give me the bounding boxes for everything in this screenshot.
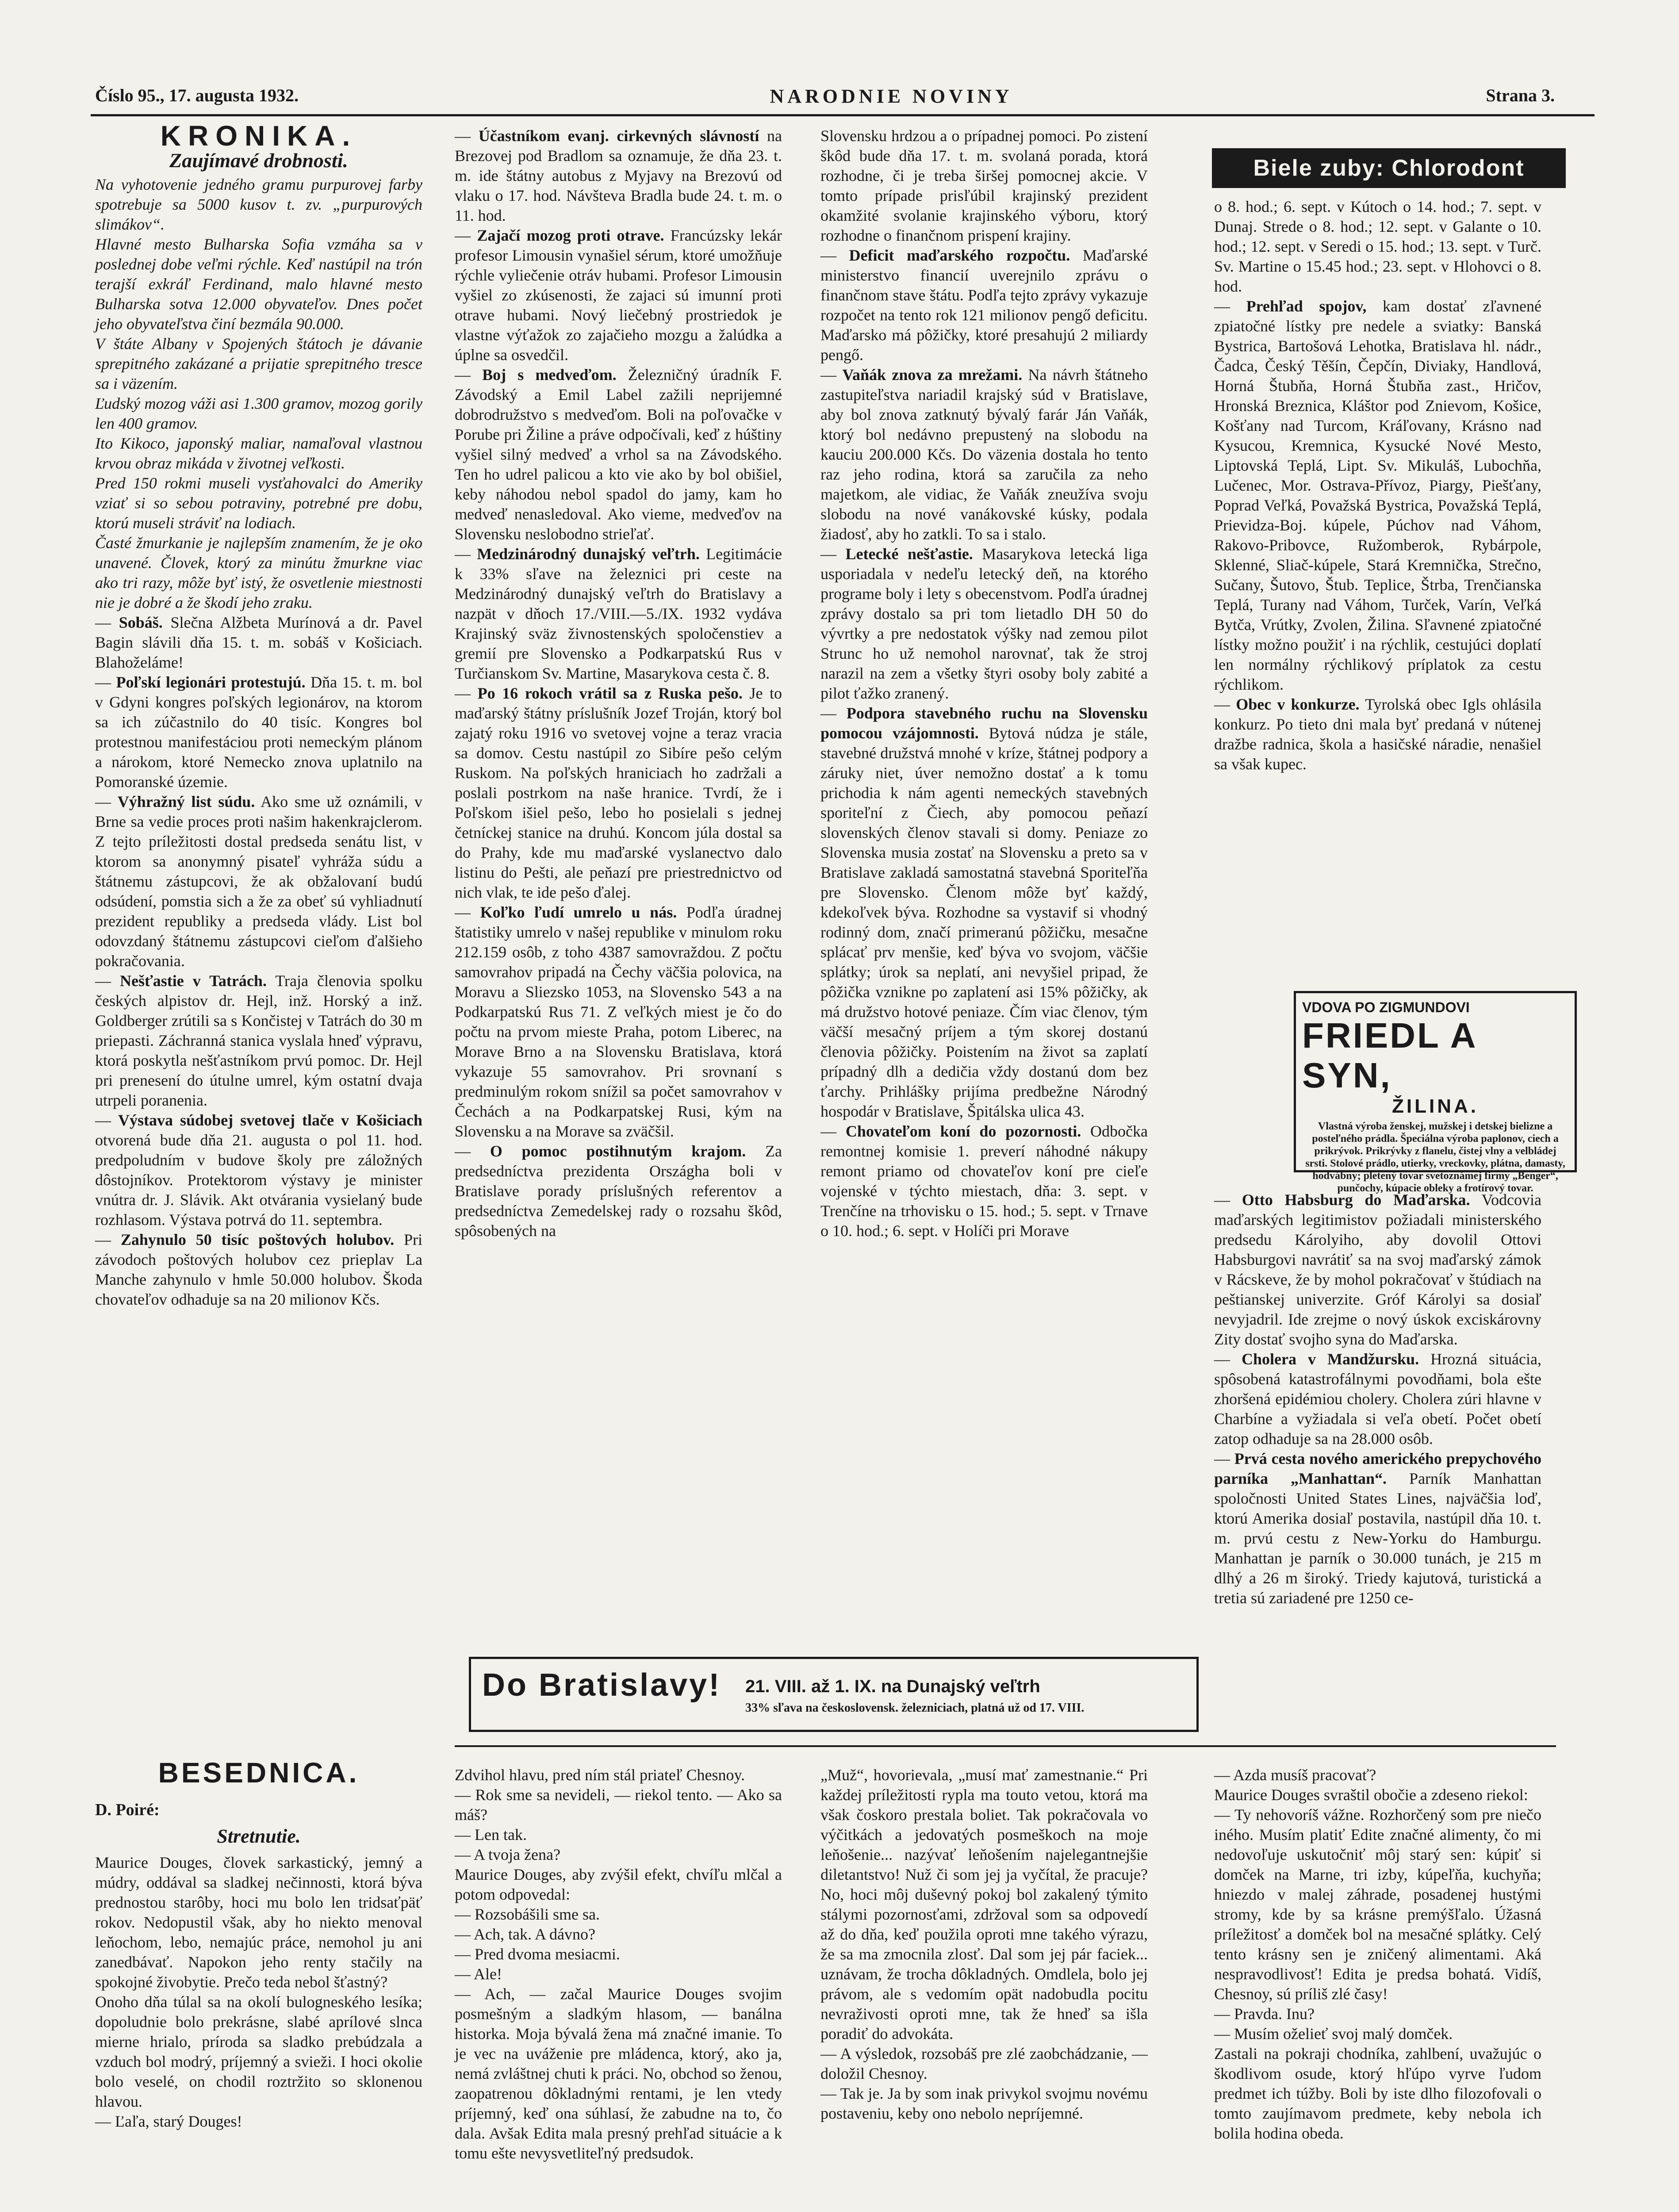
kronika-subtitle: Zaujímavé drobnosti.: [169, 149, 348, 172]
column-3: [820, 126, 1148, 1241]
friedl-ad: [1294, 991, 1577, 1194]
article: — Vaňák znova za mrežami. Na návrh štátneho zastupiteľstva nariadil krajský súd v Bratislave, aby bol znova zatknutý bývalý farár Ján Vaňák, ktorý bol nedávno prepustený na slobodu na kauciu 200.000 Kčs. Do väzenia dostala ho tento raz jeho rodina, ktorá sa zaručila za neho majetkom, ale vidiac, že Vaňák zneužíva svoju slobodu na nové vanákovské kúsky, podala žiadosť, aby ho zatkli. To sa i stalo.: [820, 366, 1148, 543]
newspaper-title: NARODNIE NOVINY: [770, 85, 1013, 107]
article: — Poľskí legionári protestujú. Dňa 15. t. m. bol v Gdyni kongres poľských legionárov, na ktorom sa ich zúčastnilo do 40 tisíc. Kongres bol protestnou manifestáciou proti nemeckým plánom a nárokom, ktoré Nemecko znova uplatnilo na Pomoranské územie.: [95, 673, 423, 791]
article: — Výhražný list súdu. Ako sme už oznámili, v Brne sa vedie proces proti našim hakenkrajclerom. Z tejto príležitosti dostal predseda senátu list, v ktorom sa anonymný pisateľ vyhráža súdu a štátnemu zástupcovi, že ak obžalovaní budú odsúdení, pomstia sich a že za obeť sú vyhliadnutí prezident republiky a predseda vlády. List bol odovzdaný štátnemu zástupcovi cieľom ďalšieho pokračovania.: [95, 793, 423, 970]
story-paragraph: — A tvoja žena?: [455, 1846, 560, 1863]
besednica-column-2: [455, 1765, 782, 2163]
friedl-name: FRIEDL A SYN,: [1302, 1016, 1476, 1095]
article: — Chovateľom koní do pozornosti. Odbočka remontnej komisie 1. preverí náhodné nákupy remont priamo od chovateľov koní pre cieľe vojenské v týchto miestach, dňa: 3. sept. v Trenčíne na trhovisku o 15. hod.; 5. sept. v Trnave o 10. hod.; 6. sept. v Holíči pri Morave: [820, 1122, 1148, 1240]
story-paragraph: — Azda musíš pracovať?: [1214, 1766, 1376, 1784]
article-continued: Slovensku hrdzou a o prípadnej pomoci. Po zistení škôd bude dňa 17. t. m. svolaná porada, ktorá rozhodne, či je treba širšej pomocnej akcie. V tomto prípade prisľúbil krajinský prezident okamžité svolanie krajinského výboru, ktorý rozhodne o finančnom prispení krajiny.: [820, 127, 1148, 244]
bratislava-ad-dates: 21. VIII. až 1. IX. na Dunajský veľtrh: [745, 1677, 1040, 1696]
section-divider: [455, 1745, 1556, 1747]
column-4: [1214, 197, 1541, 774]
story-paragraph: Onoho dňa túlal sa na okolí bulogneského lesíka; dopoludnie bolo prekrásne, slabé aprílové slnca mierne hrialo, príroda sa sladko prebúdzala a vzduch bol modrý, príjemný a svieži. I hoci okolie bolo veselé, on chodil roztržito so sklonenou hlavou.: [95, 1993, 422, 2110]
article: — Boj s medveďom. Železničný úradník F. Závodský a Emil Label zažili neprijemné dobrodružstvo s medveďom. Boli na poľovačke v Porube pri Žiline a práve odpočívali, keď z húštiny vyšiel silný medveď a vrhol sa na Závodského. Ten ho udrel palicou a kto vie ako by bol obišiel, keby náhodou nebol spadol do jamy, kam ho medveď nenasledoval. Ako vieme, medveďov na Slovensku neslobodno strieľať.: [455, 366, 782, 543]
article: — Zajačí mozog proti otrave. Francúzsky lekár profesor Limousin vynašiel sérum, ktoré umožňuje rýchle vyliečenie otráv hubami. Profesor Limousin vyšiel zo zkúsenosti, že zajaci sú imunní proti otrave hubami. Nový liečebný prostriedok je vlastne výťažok zo zajačieho mozgu a žalúdka a úplne sa osvedčil.: [455, 227, 782, 364]
article: — Po 16 rokoch vrátil sa z Ruska pešo. Je to maďarský štátny príslušník Jozef Troján, ktorý bol zajatý roku 1916 vo svetovej vojne a teraz vracia sa domov. Cestu nastúpil zo Sibíre pešo celým Ruskom. Na poľských hraniciach ho zadržali a poslali postrkom na naše hranice. Tvrdí, že i Poľskom išiel pešo, lebo ho posielali s jednej četníckej stanice na druhú. Koncom júla dostal sa do Prahy, kde mu maďarské vyslanectvo dalo listinu do Pešti, ale peňazí pre priestrednictvo od nich vlak, te ide pešo ďalej.: [455, 684, 782, 901]
story-paragraph: — Musím oželieť svoj malý domček.: [1214, 2025, 1453, 2043]
article: — Zahynulo 50 tisíc poštových holubov. Pri závodoch poštových holubov cez prieplav La Manche zahynulo v hmle 50.000 holubov. Škoda chovateľov odhaduje sa na 20 milionov Kčs.: [95, 1231, 423, 1308]
header-rule: [91, 114, 1595, 116]
friedl-desc: Vlastná výroba ženskej, mužskej i detskej bielizne a posteľného prádla. Špeciálna výroba paplonov, ciech a prikrývok. Prikrývky z flanelu, čistej vlny a velbládej srsti. Stolové prádlo, utierky, vreckovky, plátna, damasty, hodvábny; pletený tovar svetoznámej firmy „Benger“, punčochy, kúpacie obleky a frotírový tovar.: [1305, 1121, 1565, 1194]
kronika-item: Pred 150 rokmi museli vysťahovalci do Ameriky vziať si so sebou potraviny, potrebné pre dobu, ktorú museli stráviť na lodiach.: [95, 474, 422, 532]
article: — Deficit maďarského rozpočtu. Maďarské ministerstvo financií uverejnilo zprávu o finančnom stave štátu. Podľa tejto zprávy vykazuje rozpočet na tento rok 121 milionov pengő deficitu. Maďarsko má pôžičky, ktoré presahujú 2 miliardy pengő.: [820, 246, 1148, 364]
article: — Koľko ľudí umrelo u nás. Podľa úradnej štatistiky umrelo v našej republike v minulom roku 212.159 osôb, z toho 4387 samovraždou. Z počtu samovrahov pripadá na Čechy väčšia polovica, na Moravu a Sliezsko 1053, na Slovensko 543 a na Podkarpatskú Rus 71. Z veľkých miest je čo do počtu na prvom mieste Praha, potom Liberec, na Morave Brno a na Slovensku Bratislava, ktorá vykazuje 55 samovrahov. Pri srovnaní s predminulým rokom snížil sa počet samovrahov v Čechách a na Podkarpatskej Rusi, kým na Slovensku a na Morave sa zväčšil.: [455, 903, 782, 1140]
bratislava-ad-discount: 33% sľava na československ. železniciach, platná už od 17. VIII.: [745, 1701, 1085, 1715]
article: — O pomoc postihnutým krajom. Za predsedníctva prezidenta Országha boli v Bratislave porady príslušných referentov a predsedníctva Zemedelskej rady o rozsahu škôd, spôsobených na: [455, 1142, 782, 1240]
story-paragraph: — Rok sme sa nevideli, — riekol tento. — Ako sa máš?: [455, 1786, 782, 1824]
article: — Sobáš. Slečna Alžbeta Murínová a dr. Pavel Bagin slávili dňa 15. t. m. sobáš v Košiciach. Blahoželáme!: [95, 614, 422, 671]
bratislava-ad-headline: Do Bratislavy!: [482, 1667, 721, 1703]
column-1: [95, 120, 423, 1310]
kronika-item: Hlavné mesto Bulharska Sofia vzmáha sa v poslednej dobe veľmi rýchle. Keď nastúpil na trón terajší exkráľ Ferdinand, malo hlavné mesto Bulharska sotva 12.000 obyvateľov. Dnes počet jeho obyvateľstva činí bezmála 90.000.: [95, 235, 422, 333]
story-title: Stretnutie.: [217, 1825, 301, 1847]
kronika-item: Časté žmurkanie je najlepším znamením, že je oko unavené. Človek, ktorý za minútu žmurkne viac ako tri razy, môže byť istý, že osvetlenie miestnosti nie je dobré a že škodí jeho zraku.: [95, 534, 422, 611]
chlorodont-ad: Biele zuby: Chlorodont: [1212, 148, 1566, 188]
story-paragraph: — Pravda. Inu?: [1214, 2005, 1315, 2023]
story-paragraph: — Tak je. Ja by som inak privykol svojmu novému postaveniu, keby ono nebolo nepríjemné.: [820, 2085, 1148, 2122]
story-paragraph: — Ty nehovoríš vážne. Rozhorčený som pre niečo iného. Musím platiť Edite značné alimenty, čo mi nedovoľuje uskutočniť môj starý sen: kúpiť si domček na Marne, tri izby, kúpeľňa, kuchyňa; hniezdo v malej záhrade, posadenej hustými stromy, kde by sa krásne premýšľalo. Úžasná príležitosť a domček bol na mesačné splátky. Celý tento krásny sen je zničený alimentami. Aká nespravodlivosť! Edita je predsa bohatá. Vidíš, Chesnoy, sú príliš zlé časy!: [1214, 1806, 1541, 2003]
story-paragraph: — Rozsobášili sme sa.: [455, 1905, 600, 1923]
story-paragraph: Zastali na pokraji chodníka, zahlbení, uvažujúc o škodlivom osude, ktorý hľúpo vyrve ľudom predmet ich túžby. Boli by iste dlho filozofovali o tomto zaujímavom predmete, keby nebola ich bolila hodina obeda.: [1214, 2045, 1541, 2142]
kronika-item: Na vyhotovenie jedného gramu purpurovej farby spotrebuje sa 5000 kusov t. zv. „purpurových slimákov“.: [95, 176, 422, 233]
column-4-continued: [1214, 1190, 1541, 1608]
besednica-column-4: [1214, 1765, 1541, 2143]
friedl-top: VDOVA PO ZIGMUNDOVI: [1302, 999, 1470, 1015]
article: — Podpora stavebného ruchu na Slovensku pomocou vzájomnosti. Bytová núdza je stále, stavebné družstvá mnohé v kríze, štátnej podpory a záruky niet, úver nemožno dostať a k tomu prichodia k nám agenti nemeckých stavebných sporiteľní z Čiech, aby pomocou peňazí slovenských členov stavali si domy. Peniaze zo Slovenska musia zostať na Slovensku a preto sa v Bratislave zakladá samostatná stavebná Sporiteľňa pre Slovensko. Členom môže byť každý, kdekoľvek býva. Rozhodne sa vystavif si vhodný rodinný dom, značí primeranú pôžičku, mesačne splácať prv menšie, keď býva vo svojom, väčšie splátky; úrok sa neplatí, ani nevyšiel pripad, že pôžička vznikne po zaplatení asi 15% pôžičky, ak má družstvo hotové peniaze. Čím viac členov, tým väčší mesačný príjem a tým skorej dostanú členovia pôžičky. Poistením na život sa zaplatí prípadný dlh a dedičia vždy dostanú dom bez ťarchy. Prihlášky prijíma predbežne Národný hospodár v Bratislave, Špitálska ulica 43.: [820, 704, 1148, 1120]
article-continued: o 8. hod.; 6. sept. v Kútoch o 14. hod.; 7. sept. v Dunaj. Strede o 8. hod.; 12. sept. v Galante o 10. hod.; 12. sept. v Seredi o 15. hod.; 13. sept. v Turč. Sv. Martine o 15.45 hod.; 23. sept. v Hlohovci o 8. hod.: [1214, 198, 1541, 295]
article: — Účastníkom evanj. cirkevných slávností na Brezovej pod Bradlom sa oznamuje, že dňa 23. t. m. ide štátny autobus z Myjavy na Brezovú od vlaku o 17. hod. Návšteva Bradla bude 24. t. m. o 11. hod.: [455, 127, 782, 224]
kronika-items: [95, 175, 422, 613]
article: — Nešťastie v Tatrách. Traja členovia spolku českých alpistov dr. Hejl, inž. Horský a inž. Goldberger zrútili sa s Končistej v Tatrách do 30 m priepasti. Záchranná stanica vyslala hneď výpravu, ktorá poskytla nešťastníkom prvú pomoc. Dr. Hejl pri prenesení do útulne umrel, kým ostatní dvaja utrpeli poranenia.: [95, 972, 422, 1109]
bratislava-ad: [469, 1657, 1199, 1732]
issue-date: Číslo 95., 17. augusta 1932.: [95, 85, 299, 105]
story-paragraph: Zdvihol hlavu, pred ním stál priateľ Chesnoy.: [455, 1766, 745, 1784]
story-paragraph: — A výsledok, rozsobáš pre zlé zaobchádzanie, — doložil Chesnoy.: [820, 2045, 1148, 2082]
article: — Cholera v Mandžursku. Hrozná situácia, spôsobená katastrofálnymi povodňami, bola ešte zhoršená epidémiou cholery. Cholera zúri hlavne v Charbíne a vyžiadala si veľa obetí. Počet obetí zatop odhaduje sa na 28.000 osôb.: [1214, 1350, 1541, 1448]
besednica-column-3: [820, 1765, 1148, 2124]
besednica-title: BESEDNICA.: [158, 1757, 360, 1789]
kronika-item: Ľudský mozog váži asi 1.300 gramov, mozog gorily len 400 gramov.: [95, 395, 422, 432]
story-paragraph: Maurice Douges svraštil obočie a zdeseno riekol:: [1214, 1786, 1528, 1804]
article: — Obec v konkurze. Tyrolská obec Igls ohlásila konkurz. Po tieto dni mala byť predaná v nútenej dražbe radnica, škola a hasičské náradie, nenašiel sa však kupec.: [1214, 695, 1541, 773]
article: — Medzinárodný dunajský veľtrh. Legitimácie k 33% sľave na železnici pri ceste na Medzinárodný dunajský veľtrh do Bratislavy a nazpät v dňoch 17./VIII.—5./IX. 1932 vydáva Krajinský sväz živnostenských spoločenstiev a gremií pre Slovensko a Podkarpatskú Rus v Turčianskom Sv. Martine, Masarykova cesta č. 8.: [455, 545, 782, 682]
article: — Prehľad spojov, kam dostať zľavnené zpiatočné lístky pre nedele a sviatky: Banská Bystrica, Bartošová Lehotka, Bratislava hl. nádr., Čadca, Český Těšín, Čepčín, Diviaky, Handlová, Horná Štubňa, Horná Štubňa zast., Hričov, Hronská Breznica, Kláštor pod Znievom, Košice, Košťany nad Turcom, Kráľovany, Krásno nad Kysucou, Kremnica, Kysucké Nové Mesto, Liptovská Teplá, Lipt. Sv. Mikuláš, Lubochňa, Lučenec, Mor. Ostrava-Přívoz, Piargy, Piešťany, Poprad Veľká, Považská Bystrica, Považská Teplá, Prievidza-Boj. kúpele, Púchov nad Váhom, Rakovo-Pribovce, Ružomberok, Rybárpole, Sklenné, Sliač-kúpele, Stará Kremnička, Strečno, Sučany, Šutovo, Štub. Teplice, Štrba, Trenčianska Teplá, Turany nad Váhom, Turček, Varín, Veľká Bytča, Vrútky, Zvolen, Žilina. Sľavnené zpiatočné lístky možno použiť i na rýchlik, cestujúci doplatí len normálny rýchlikový príplatok za cestu rýchlikom.: [1214, 297, 1542, 693]
kronika-item: V štáte Albany v Spojených štátoch je dávanie sprepitného zakázané a prijatie sprepitného tresce sa i väzením.: [95, 335, 422, 392]
article: — Výstava súdobej svetovej tlače v Košiciach otvorená bude dňa 21. augusta o pol 11. hod. predpoludním v budove školy pre záložných dôstojníkov. Protektorom výstavy je minister vnútra dr. J. Slávik. Akt otvárania vysielaný bude rozhlasom. Výstava potrvá do 11. septembra.: [95, 1111, 423, 1229]
article: — Prvá cesta nového amerického prepychového parníka „Manhattan“. Parník Manhattan spoločnosti United States Lines, najväčšia loď, ktorú Amerika dosiaľ postavila, nastúpil dňa 10. t. m. prvú cestu z New-Yorku do Hamburgu. Manhattan je parník o 30.000 tunách, je 215 m dlhý a 26 m široký. Triedy kajutová, turistická a tretia sú zariadené pre 1250 ce-: [1214, 1450, 1541, 1607]
article: — Otto Habsburg do Maďarska. Vodcovia maďarských legitimistov požiadali ministerského predsedu Károlyiho, aby dovolil Ottovi Habsburgovi navrátiť sa na svoj maďarský zámok v Rácskeve, že by mohol pokračovať v štúdiach na peštianskej univerzite. Gróf Károlyi sa dosiaľ nevyjadril. Ide zrejme o nový úskok exciskárovny Zity dostať svojho syna do Maďarska.: [1214, 1191, 1542, 1348]
story-paragraph: Maurice Douges, aby zvýšil efekt, chvíľu mlčal a potom odpovedal:: [455, 1866, 782, 1903]
story-paragraph: — Ach, — začal Maurice Douges svojim posmešným a sladkým hlasom, — banálna historka. Moja bývalá žena má značné imanie. To je vec na uváženie pre mládenca, ktorý, ako ja, nemá zvláštnej chuti k práci. No, obchod so ženou, zaopatrenou dôkladnými rentami, je len vtedy príjemný, keď ona súhlasí, že zabudne na to, čo dala. Avšak Edita mala presný prehľad situácie a k tomu ešte nevysvetliteľný predsudok.: [455, 1985, 782, 2162]
story-author: D. Poiré:: [95, 1801, 160, 1819]
page-header: [95, 85, 1555, 111]
besednica-section: [95, 1756, 422, 2131]
story-paragraph: „Muž“, hovorievala, „musí mať zamestnanie.“ Pri každej príležitosti rypla ma touto vetou, ktorá ma však čoskoro prestala boliet. Tak pokračovala vo výčitkách a jedovatých posmeškoch na moje leňošenie... nazývať leňošením najelegantnejšie diletantstvo! Nuž či som jej ja vyčítal, že pracuje? No, hoci môj duševný pokoj bol zakalený týmito stálymi pozornosťami, zdržoval som sa odpovedí až do dňa, keď použila oproti mne takého výrazu, že sa ma zmocnila zlosť. Dal som jej pár faciek... uznávam, že trocha dôkladných. Omdlela, bolo jej právom, ale s vedomím opät nadobudla pocitu nevraživosti oproti mne, tak že hneď sa išla poradiť do advokáta.: [820, 1766, 1148, 2043]
kronika-item: Ito Kikoco, japonský maliar, namaľoval vlastnou krvou obraz mikáda v životnej veľkosti.: [95, 434, 422, 472]
friedl-city: ŽILINA.: [1392, 1095, 1479, 1117]
kronika-title: KRONIKA.: [160, 120, 357, 152]
story-paragraph: — Ach, tak. A dávno?: [455, 1925, 595, 1943]
story-paragraph: — Len tak.: [455, 1826, 527, 1843]
column-2: [455, 126, 782, 1241]
page-number: Strana 3.: [1486, 85, 1555, 105]
story-paragraph: — Pred dvoma mesiacmi.: [455, 1945, 620, 1963]
story-paragraph: — Ľaľa, starý Douges!: [95, 2112, 242, 2130]
article: — Letecké nešťastie. Masarykova letecká liga usporiadala v nedeľu letecký deň, na ktorého programe boly i lety s obecenstvom. Podľa úradnej zprávy dostalo sa pri tom lietadlo DH 50 do vývrtky a pre nedostatok výšky nad zemou pilot Strunc ho už nemohol narovnať, tak že stroj narazil na zem a všetky štyri osoby boly zabité a pilot ťažko zranený.: [820, 545, 1148, 702]
story-paragraph: Maurice Douges, človek sarkastický, jemný a múdry, oddával sa sladkej nečinnosti, ktorá býva prednostou starôby, hoci mu bolo len tridsaťpäť rokov. Nedopustil však, aby ho niekto menoval leňochom, lebo, nemajúc práce, nemohol ju ani zanedbávať. Napokon jeho renty stačily na spokojné živobytie. Prečo teda nebol šťastný?: [95, 1854, 422, 1991]
story-paragraph: — Ale!: [455, 1965, 502, 1983]
